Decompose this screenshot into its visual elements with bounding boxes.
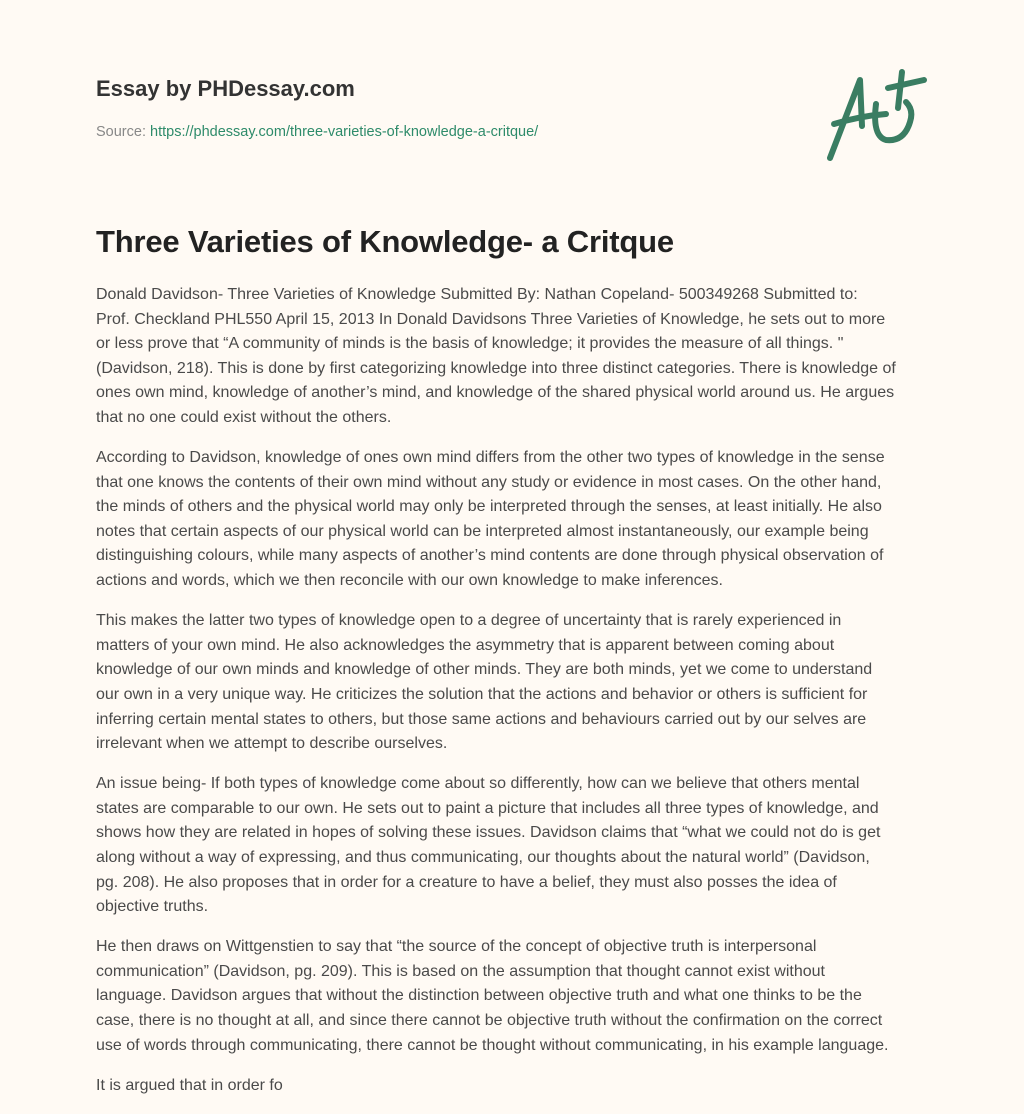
- paragraph-line: use of words through communicating, there cannot be thought without communicating, in his example language.: [96, 1036, 889, 1054]
- paragraph-line: objective truths.: [96, 898, 209, 916]
- paragraph-line: matters of your own mind. He also acknowledges the asymmetry that is apparent between coming about: [96, 636, 835, 654]
- paragraph-line: distinguishing colours, while many aspects of another’s mind contents are done through physical observation of: [96, 547, 884, 565]
- article-paragraph: [96, 935, 936, 1058]
- paragraph-line: This makes the latter two types of knowledge open to a degree of uncertainty that is rarely experienced in: [96, 612, 842, 630]
- paragraph-line: along without a way of expressing, and thus communicating, our thoughts about the natural world” (Davidson,: [96, 848, 870, 866]
- article-title: Three Varieties of Knowledge- a Critque: [96, 224, 674, 259]
- paragraph-line: communication” (Davidson, pg. 209). This is based on the assumption that thought cannot exist without: [96, 962, 825, 980]
- paragraph-line: pg. 208). He also proposes that in order for a creature to have a belief, they must also posses the idea of: [96, 873, 837, 891]
- paragraph-line: (Davidson, 218). This is done by first categorizing knowledge into three distinct categories. There is knowledge of: [96, 359, 896, 377]
- paragraph-line: or less prove that “A community of minds is the basis of knowledge; it provides the measure of all things. ": [96, 335, 844, 353]
- paragraph-line: shows how they are related in hopes of solving these issues. Davidson claims that “what we could not do is get: [96, 824, 881, 842]
- source-line: [96, 124, 538, 140]
- site-title: Essay by PHDessay.com: [96, 76, 355, 101]
- article-paragraph: [96, 772, 936, 920]
- paragraph-line: notes that certain aspects of our physical world can be interpreted almost instantaneously, our example being: [96, 522, 869, 540]
- paragraph-line: Donald Davidson- Three Varieties of Knowledge Submitted By: Nathan Copeland- 500349268 Submitted to:: [96, 286, 858, 303]
- paragraph-line: the minds of others and the physical world may only be interpreted through the senses, at least initially. He also: [96, 498, 882, 516]
- paragraph-line: states are comparable to our own. He sets out to paint a picture that includes all three types of knowledge, and: [96, 799, 879, 817]
- paragraph-line: knowledge of our own minds and knowledge of other minds. They are both minds, yet we come to understand: [96, 661, 873, 679]
- paragraph-line: irrelevant when we attempt to describe ourselves.: [96, 735, 448, 753]
- paragraph-line: It is argued that in order fo: [96, 1076, 283, 1094]
- paragraph-line: that no one could exist without the others.: [96, 408, 392, 426]
- paragraph-line: ones own mind, knowledge of another’s mind, and knowledge of the shared physical world around us. He argues: [96, 384, 895, 402]
- paragraph-line: He then draws on Wittgenstien to say that “the source of the concept of objective truth is interpersonal: [96, 938, 817, 956]
- paragraph-line: An issue being- If both types of knowledge come about so differently, how can we believe that others mental: [96, 775, 860, 793]
- article-paragraph: [96, 283, 936, 431]
- source-label: Source:: [96, 124, 146, 140]
- paragraph-line: According to Davidson, knowledge of ones own mind differs from the other two types of knowledge in the sense: [96, 449, 885, 467]
- paragraph-line: that one knows the contents of their own mind without any study or evidence in most cases. On the other hand,: [96, 473, 882, 491]
- paragraph-line: actions and words, which we then reconcile with our own knowledge to make inferences.: [96, 572, 723, 590]
- paragraph-line: inferring certain mental states to others, but those same actions and behaviours carried out by our selves are: [96, 710, 867, 728]
- article-paragraph: [96, 446, 936, 594]
- article-paragraph: [96, 1074, 936, 1099]
- paragraph-line: Prof. Checkland PHL550 April 15, 2013 In Donald Davidsons Three Varieties of Knowledge, he sets out to more: [96, 310, 886, 328]
- paragraph-line: case, there is no thought at all, and since there cannot be objective truth without the confirmation on the correct: [96, 1012, 883, 1030]
- paragraph-line: our own in a very unique way. He criticizes the solution that the actions and behavior or others is sufficient for: [96, 685, 868, 703]
- article-body: [96, 283, 936, 1114]
- paragraph-line: language. Davidson argues that without the distinction between objective truth and what one thinks to be the: [96, 987, 862, 1005]
- source-link[interactable]: https://phdessay.com/three-varieties-of-knowledge-a-critque/: [150, 124, 539, 140]
- a-plus-logo-icon: [820, 66, 930, 166]
- article-paragraph: [96, 609, 936, 757]
